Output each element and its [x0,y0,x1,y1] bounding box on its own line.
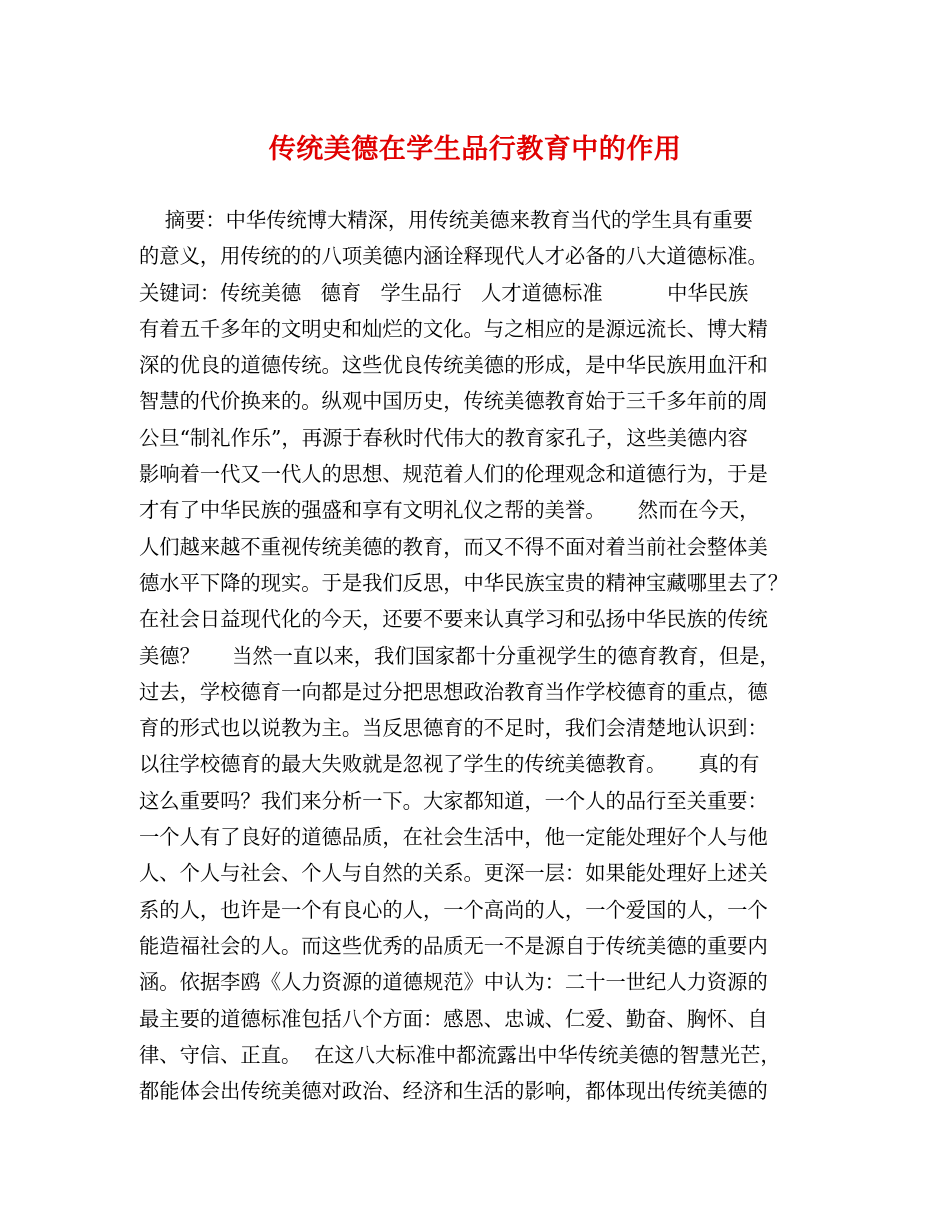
body-line: 系的人，也许是一个有良心的人，一个高尚的人，一个爱国的人，一个 [139,897,768,922]
body-line: 律、守信、正直。 在这八大标准中都流露出中华传统美德的智慧光芒， [139,1042,781,1067]
body-line: 影响着一代又一代人的思想、规范着人们的伦理观念和道德行为，于是 [139,462,768,487]
body-line: 过去，学校德育一向都是过分把思想政治教育当作学校德育的重点，德 [139,679,768,704]
body-line: 在社会日益现代化的今天，还要不要来认真学习和弘扬中华民族的传统 [139,607,768,632]
body-line: 育的形式也以说教为主。当反思德育的不足时，我们会清楚地认识到： [139,716,768,741]
body-line: 有着五千多年的文明史和灿烂的文化。与之相应的是源远流长、博大精 [139,316,768,341]
body-line: 关键词：传统美德 德育 学生品行 人才道德标准 中华民族 [139,280,749,305]
body-line: 智慧的代价换来的。纵观中国历史，传统美德教育始于三千多年前的周 [139,389,768,414]
body-line: 摘要：中华传统博大精深，用传统美德来教育当代的学生具有重要 [139,208,753,232]
body-line: 一个人有了良好的道德品质，在社会生活中，他一定能处理好个人与他 [139,825,768,850]
body-line: 德水平下降的现实。于是我们反思，中华民族宝贵的精神宝藏哪里去了？ [139,570,789,595]
body-line: 涵。依据李鸥《人力资源的道德规范》中认为：二十一世纪人力资源的 [139,970,768,995]
body-line: 都能体会出传统美德对政治、经济和生活的影响，都体现出传统美德的 [139,1079,768,1104]
body-line: 人、个人与社会、个人与自然的关系。更深一层：如果能处理好上述关 [139,861,768,886]
body-line: 能造福社会的人。而这些优秀的品质无一不是源自于传统美德的重要内 [139,933,768,958]
body-line: 的意义，用传统的的八项美德内涵诠释现代人才必备的八大道德标准。 [139,244,768,269]
body-line: 人们越来越不重视传统美德的教育，而又不得不面对着当前社会整体美 [139,534,768,559]
body-line: 最主要的道德标准包括八个方面：感恩、忠诚、仁爱、勤奋、胸怀、自 [139,1006,768,1031]
body-line: 深的优良的道德传统。这些优良传统美德的形成，是中华民族用血汗和 [139,353,768,378]
body-line: 公旦“制礼作乐”，再源于春秋时代伟大的教育家孔子，这些美德内容 [139,425,748,450]
document-body [139,202,819,1109]
body-line: 这么重要吗？我们来分析一下。大家都知道，一个人的品行至关重要： [139,788,768,813]
document-title: 传统美德在学生品行教育中的作用 [268,134,682,165]
body-line: 以往学校德育的最大失败就是忽视了学生的传统美德教育。 真的有 [139,752,760,777]
body-line: 才有了中华民族的强盛和享有文明礼仪之帮的美誉。 然而在今天， [139,498,760,523]
body-line: 美德？ 当然一直以来，我们国家都十分重视学生的德育教育，但是， [139,643,780,668]
